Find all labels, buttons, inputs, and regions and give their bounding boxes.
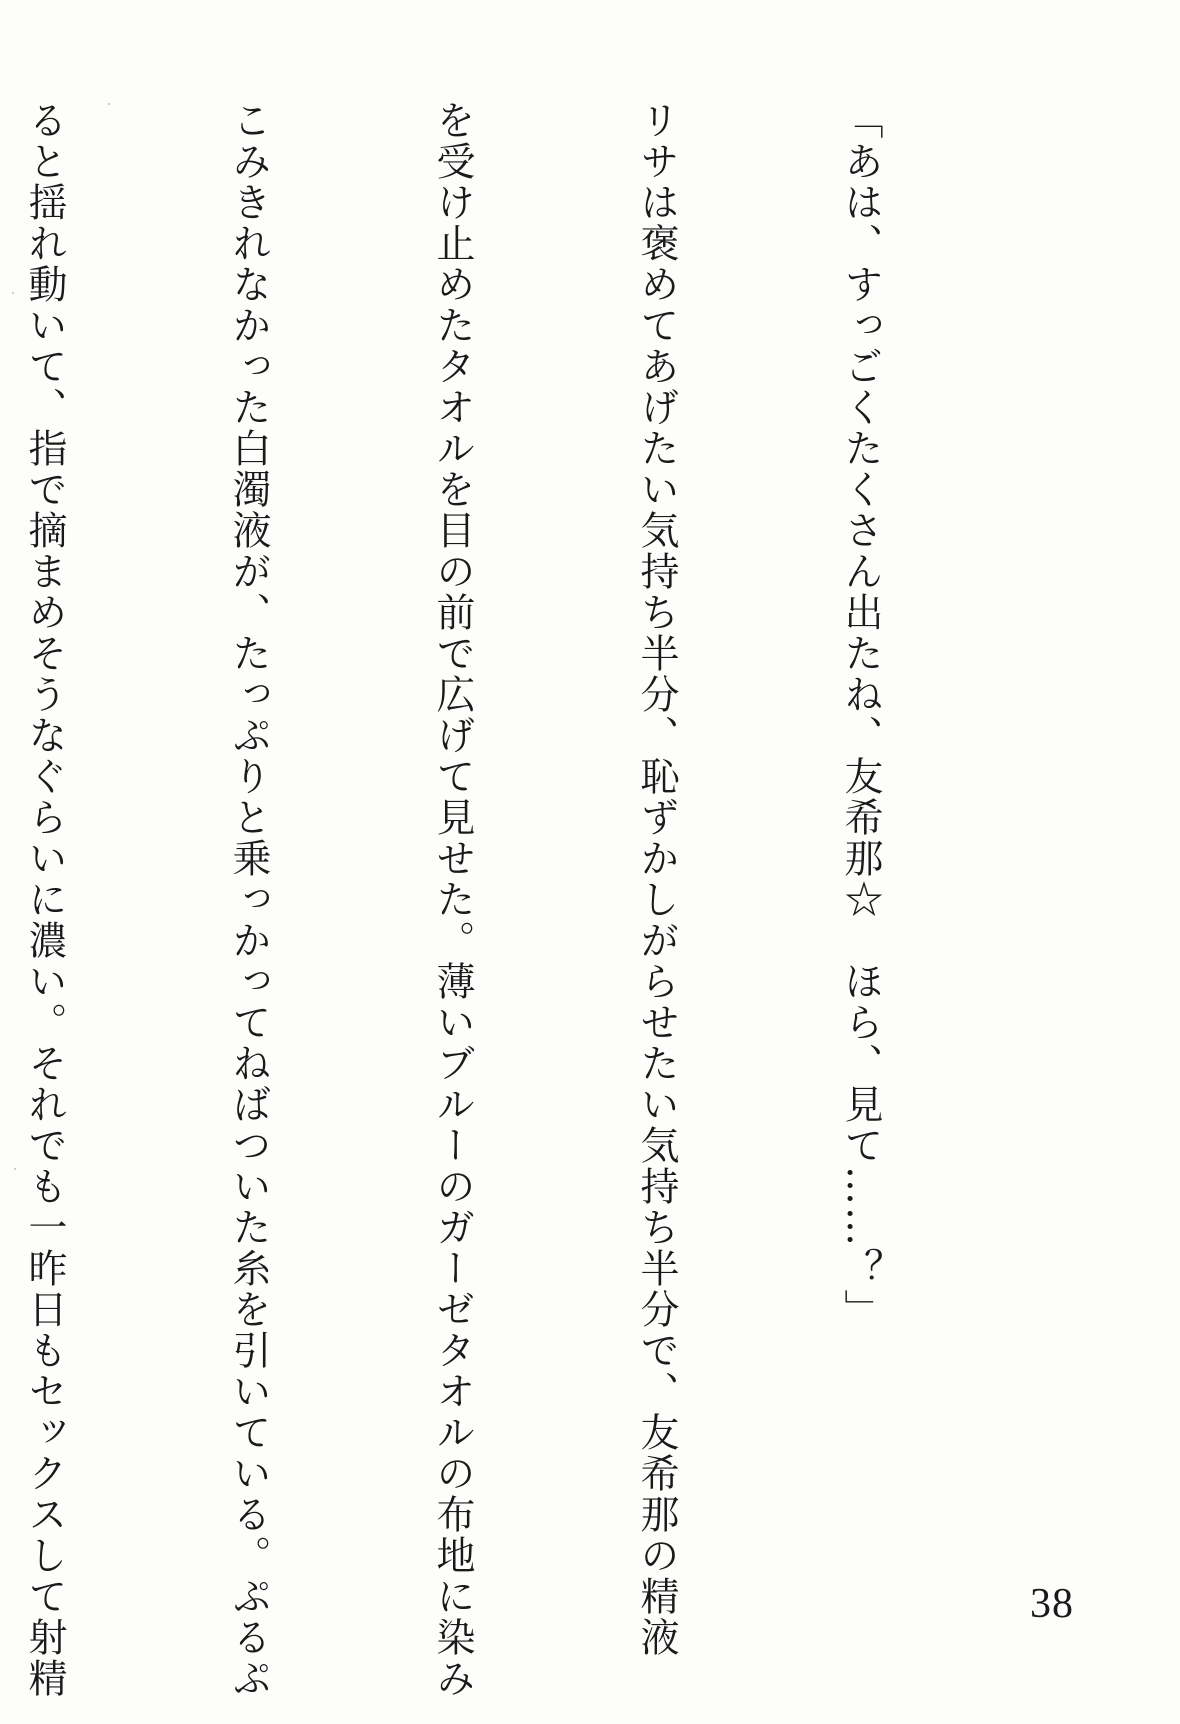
text-line: こみきれなかった白濁液が、たっぷりと乗っかってねばついた糸を引いている。ぷるぷ (226, 100, 271, 1699)
scan-speck (108, 103, 110, 105)
vertical-text-body (22, 100, 1030, 1699)
text-line: リサは褒めてあげたい気持ち半分、恥ずかしがらせたい気持ち半分で、友希那の精液 (634, 100, 679, 1658)
text-line: 「あは、すっごくたくさん出たね、友希那☆ ほら、見て……？」 (838, 100, 883, 1330)
text-line: を受け止めたタオルを目の前で広げて見せた。薄いブルーのガーゼタオルの布地に染み (430, 100, 475, 1699)
scan-speck (14, 1168, 16, 1170)
scan-speck (12, 292, 14, 294)
text-line: ると揺れ動いて、指で摘まめそうなぐらいに濃い。それでも一昨日もセックスして射精 (22, 100, 67, 1699)
page-number: 38 (1030, 1581, 1074, 1627)
